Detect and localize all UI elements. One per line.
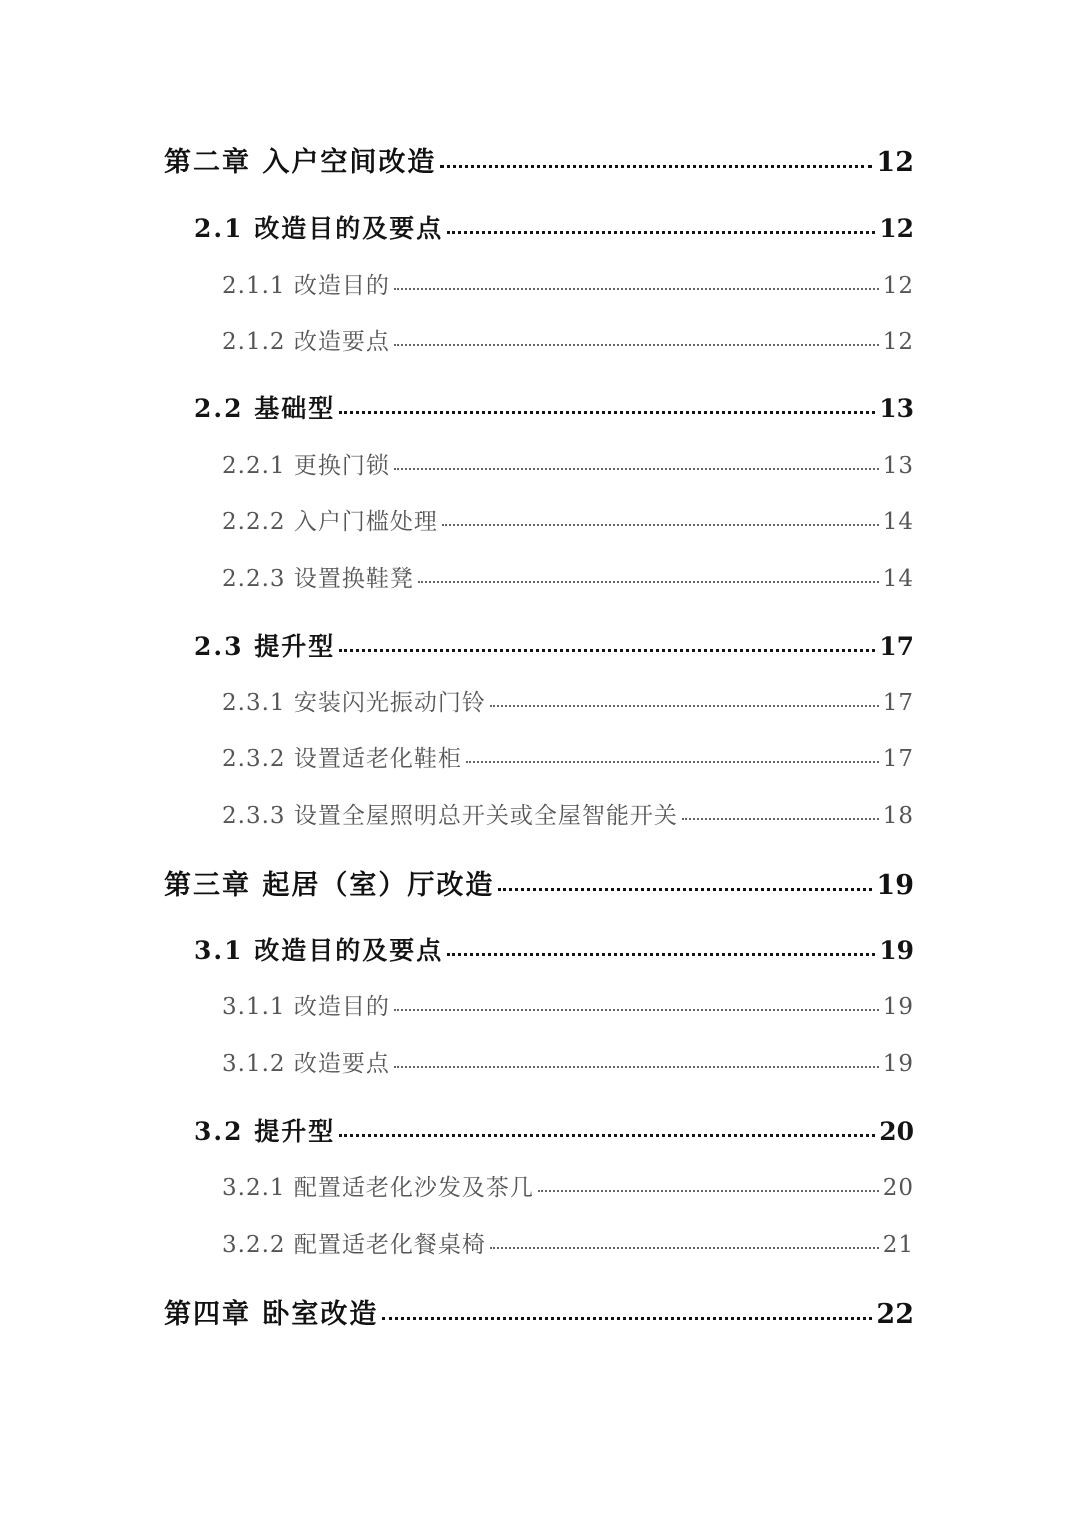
dot-leader — [418, 563, 879, 586]
dot-leader — [490, 687, 879, 710]
toc-entry-page: 17 — [882, 690, 914, 716]
toc-entry-chapter[interactable] — [0, 140, 1080, 179]
dot-leader — [339, 1115, 875, 1140]
toc-entry-chapter[interactable] — [0, 1292, 1080, 1331]
toc-entry-page: 12 — [876, 147, 914, 178]
toc-entry-page: 19 — [879, 936, 914, 965]
toc-entry-subsection[interactable] — [0, 1169, 1080, 1202]
toc-entry-page: 14 — [882, 566, 914, 592]
dot-leader — [442, 506, 879, 529]
toc-entry-page: 13 — [882, 453, 914, 479]
dot-leader — [382, 1296, 872, 1323]
toc-entry-subsection[interactable] — [0, 988, 1080, 1021]
toc-entry-subsection[interactable] — [0, 560, 1080, 593]
toc-entry-title: 第三章 起居（室）厅改造 — [164, 870, 495, 901]
dot-leader — [447, 212, 875, 237]
toc-entry-subsection[interactable] — [0, 1226, 1080, 1259]
toc-entry-title: 2.2 基础型 — [194, 394, 336, 423]
toc-entry-subsection[interactable] — [0, 684, 1080, 717]
toc-entry-subsection[interactable] — [0, 503, 1080, 536]
toc-entry-title: 第二章 入户空间改造 — [164, 147, 437, 178]
toc-entry-subsection[interactable] — [0, 323, 1080, 356]
dot-leader — [394, 450, 879, 473]
toc-entry-title: 2.3.2 设置适老化鞋柜 — [222, 746, 462, 772]
dot-leader — [394, 326, 879, 349]
dot-leader — [394, 1048, 879, 1071]
toc-entry-section[interactable] — [0, 1112, 1080, 1148]
toc-entry-page: 21 — [882, 1232, 914, 1258]
toc-entry-title: 3.2.2 配置适老化餐桌椅 — [222, 1232, 486, 1258]
toc-entry-page: 14 — [882, 509, 914, 535]
toc-entry-title: 2.1.2 改造要点 — [222, 329, 390, 355]
toc-entry-title: 第四章 卧室改造 — [164, 1299, 379, 1330]
toc-entry-page: 19 — [882, 1051, 914, 1077]
dot-leader — [339, 392, 875, 417]
toc-entry-section[interactable] — [0, 931, 1080, 967]
toc-entry-title: 2.2.2 入户门槛处理 — [222, 509, 438, 535]
toc-entry-page: 12 — [882, 329, 914, 355]
dot-leader — [490, 1229, 879, 1252]
toc-entry-page: 13 — [879, 394, 914, 423]
dot-leader — [394, 991, 879, 1014]
toc-entry-title: 2.3.3 设置全屋照明总开关或全屋智能开关 — [222, 803, 678, 829]
toc-entry-page: 17 — [882, 746, 914, 772]
dot-leader — [498, 867, 872, 894]
toc-entry-title: 2.1.1 改造目的 — [222, 273, 390, 299]
toc-entry-title: 3.1.2 改造要点 — [222, 1051, 390, 1077]
toc-entry-section[interactable] — [0, 389, 1080, 425]
dot-leader — [447, 934, 875, 959]
toc-entry-title: 2.3.1 安装闪光振动门铃 — [222, 690, 486, 716]
dot-leader — [394, 270, 879, 293]
toc-entry-title: 3.1.1 改造目的 — [222, 994, 390, 1020]
toc-entry-subsection[interactable] — [0, 447, 1080, 480]
toc-entry-section[interactable] — [0, 627, 1080, 663]
toc-entry-title: 3.2.1 配置适老化沙发及茶几 — [222, 1175, 534, 1201]
toc-entry-section[interactable] — [0, 209, 1080, 245]
toc-entry-page: 19 — [882, 994, 914, 1020]
dot-leader — [682, 800, 879, 823]
toc-entry-page: 12 — [879, 214, 914, 243]
dot-leader — [339, 630, 875, 655]
toc-entry-title: 2.2.1 更换门锁 — [222, 453, 390, 479]
toc-entry-subsection[interactable] — [0, 267, 1080, 300]
toc-entry-page: 20 — [879, 1117, 914, 1146]
dot-leader — [440, 144, 872, 171]
toc-entry-title: 2.3 提升型 — [194, 632, 336, 661]
toc-entry-page: 22 — [876, 1299, 914, 1330]
toc-entry-title: 3.2 提升型 — [194, 1117, 336, 1146]
toc-entry-subsection[interactable] — [0, 1045, 1080, 1078]
toc-entry-page: 12 — [882, 273, 914, 299]
toc-entry-title: 2.2.3 设置换鞋凳 — [222, 566, 414, 592]
toc-entry-subsection[interactable] — [0, 740, 1080, 773]
dot-leader — [538, 1172, 879, 1195]
toc-entry-chapter[interactable] — [0, 863, 1080, 902]
toc-entry-page: 20 — [882, 1175, 914, 1201]
toc-entry-title: 3.1 改造目的及要点 — [194, 936, 444, 965]
dot-leader — [466, 743, 879, 766]
toc-entry-title: 2.1 改造目的及要点 — [194, 214, 444, 243]
toc-entry-subsection[interactable] — [0, 797, 1080, 830]
toc-entry-page: 18 — [882, 803, 914, 829]
toc-entry-page: 17 — [879, 632, 914, 661]
toc-entry-page: 19 — [876, 870, 914, 901]
